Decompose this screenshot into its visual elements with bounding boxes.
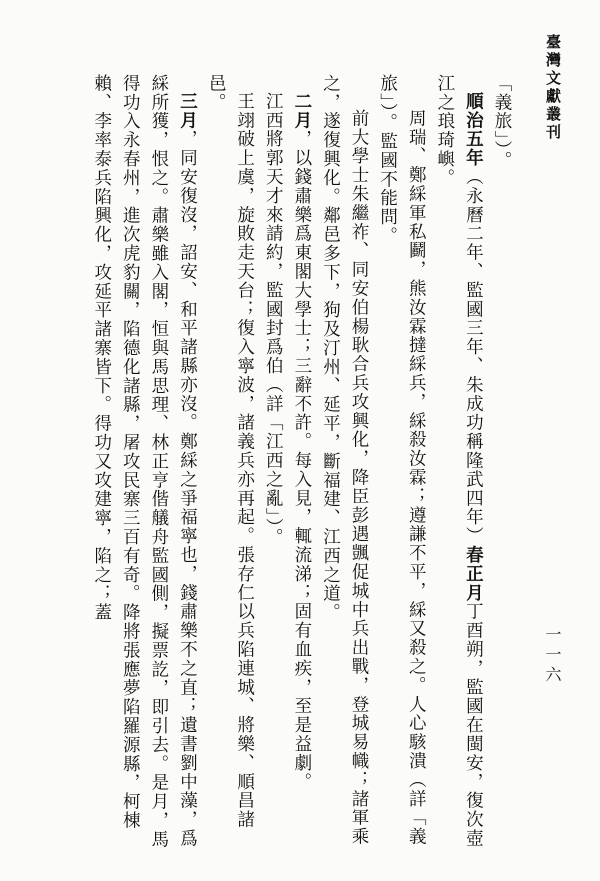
body-text <box>16 74 516 854</box>
paragraph <box>487 74 516 854</box>
bold-heading-text: 春正月 <box>463 545 484 602</box>
paragraph-text: 周瑞、鄭綵軍私鬬，熊汝霖撻綵兵，綵殺汝霖；遵謙不平，綵又殺之。人心駭潰（詳「義旅」）。監國不能問。 <box>377 74 427 847</box>
page-number: 一一六 <box>543 626 562 686</box>
paragraph-text: 丁酉朔，監國在閩安，復次壺江之琅琦嶼。 <box>434 74 484 848</box>
paragraph <box>87 74 201 854</box>
paragraph <box>287 74 316 854</box>
paragraph <box>201 74 258 854</box>
paragraph <box>259 74 288 854</box>
paragraph <box>430 74 487 854</box>
paragraph-text: 前大學士朱繼祚、同安伯楊耿合兵攻興化，降臣彭遇颽促城中兵出戰，登城易幟；諸軍乘之，遂復興化。鄰邑多下，狗及汀州、延平，斷福建、江西之道。 <box>320 74 370 847</box>
paragraph-text: ，同安復沒，詔安、和平諸縣亦沒。鄭綵之爭福寧也，錢肅樂不之直；遺書劉中藻，爲綵所獲，恨之。肅樂雖入閣，恒與馬思理、林正亨偕艤舟監國側，擬票訖，即引去。是月，馬得功入永春州，進次虎豹關，陷德化諸縣，屠攻民寨三百有奇。降將張應夢陷羅源縣，柯棟賴、李率泰兵陷興化，攻延平諸寨皆下。得功又攻建寧，陷之；蓋 <box>91 74 198 849</box>
paragraph <box>373 74 430 854</box>
paragraph <box>316 74 373 854</box>
series-title: 臺灣文獻叢刊 <box>544 34 562 142</box>
paragraph-text: ，以錢肅樂爲東閣大學士；三辭不許。每入見，輒流涕；固有血疾，至是益劇。 <box>291 129 312 791</box>
paragraph-text: 王翊破上虞，旋敗走天台；復入寧波，諸義兵亦再起。張存仁以兵陷連城、將樂、順昌諸邑。 <box>206 74 255 829</box>
bold-heading-text: 順治五年 <box>463 91 484 168</box>
paragraph-text: 「義旅」）。 <box>492 74 512 170</box>
bold-heading-text: 二月 <box>291 91 312 130</box>
paragraph-text: 江西將郭天才來請約，監國封爲伯（詳「江西之亂」）。 <box>263 91 284 547</box>
paragraph-text: （永曆二年、監國三年、朱成功稱隆武四年） <box>463 167 484 546</box>
bold-heading-text: 三月 <box>177 91 198 130</box>
